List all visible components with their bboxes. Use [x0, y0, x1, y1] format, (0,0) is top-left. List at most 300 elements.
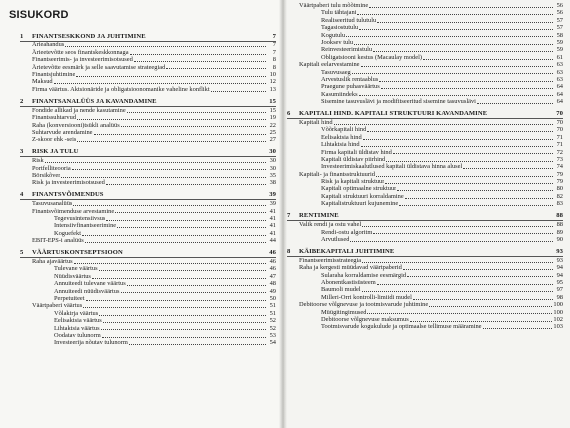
chapter-page-number: 39	[269, 191, 276, 199]
dot-leader	[101, 329, 266, 330]
dot-leader	[127, 285, 266, 286]
entry-label: Arvestuslik rentaablus	[321, 75, 379, 83]
entry-page-number: 73	[556, 155, 563, 163]
entry-label: Fondide allikad ja nende kasutamine	[32, 106, 126, 114]
right-page	[283, 0, 570, 428]
entry-page-number: 10	[269, 71, 276, 79]
toc-section-entry	[287, 171, 563, 178]
entry-page-number: 94	[556, 264, 563, 272]
toc-subsection-entry	[20, 273, 276, 280]
toc-subsection-entry	[287, 17, 563, 24]
toc-chapter-heading	[287, 247, 563, 257]
toc-subsection-entry	[287, 46, 563, 53]
entry-page-number: 30	[269, 164, 276, 172]
entry-page-number: 41	[269, 215, 276, 223]
entry-page-number: 49	[269, 287, 276, 295]
chapter-title: FINANTSANALÜÜS JA KAVANDAMINE	[32, 97, 157, 105]
toc-section-entry	[287, 119, 563, 126]
dot-leader	[381, 88, 553, 89]
entry-label: Praegune puhasväärtus	[321, 83, 380, 91]
entry-label: Rendi-ostu algoritm	[321, 228, 373, 236]
dot-leader	[463, 168, 553, 169]
entry-page-number: 64	[556, 83, 563, 91]
toc-section-entry	[20, 107, 276, 114]
dot-leader	[74, 263, 266, 264]
entry-page-number: 41	[269, 207, 276, 215]
entry-page-number: 15	[269, 106, 276, 114]
toc-subsection-entry	[287, 309, 563, 316]
entry-label: Oodatav tulunorm	[54, 332, 101, 339]
entry-page-number: 41	[269, 229, 276, 237]
entry-label: Kapitalistruktuuri kujunemine	[321, 200, 399, 208]
entry-page-number: 79	[556, 170, 563, 178]
entry-label: Võõrkapitali hind	[321, 126, 367, 134]
dot-leader	[134, 61, 266, 62]
dot-leader	[86, 300, 266, 301]
toc-section-entry	[20, 157, 276, 164]
toc-subsection-entry	[287, 98, 563, 105]
toc-subsection-entry	[287, 134, 563, 141]
dot-leader	[373, 233, 553, 234]
chapter-title: KAPITALI HIND. KAPITALI STRUKTUURI KAVANDAMINE	[299, 109, 488, 117]
chapter-title: FINANTSESKKOND JA JUHTIMINE	[32, 32, 146, 40]
toc-subsection-entry	[287, 32, 563, 39]
entry-page-number: 30	[269, 157, 276, 165]
dot-leader	[61, 177, 266, 178]
entry-label: Firma väärtus. Aktsionäride ja obligatsioonomanike vaheline konflikt	[32, 85, 210, 93]
entry-page-number: 82	[556, 192, 563, 200]
toc-section-entry	[20, 258, 276, 265]
toc-subsection-entry	[287, 24, 563, 31]
entry-label: Tulevane väärtus	[54, 265, 98, 273]
toc-subsection-entry	[20, 339, 276, 346]
toc-section-entry	[20, 86, 276, 93]
dot-leader	[82, 235, 266, 236]
entry-label: Risk ja kapitali struktuur	[321, 178, 385, 186]
chapter-number: 5	[20, 249, 24, 257]
entry-page-number: 57	[556, 16, 563, 24]
entry-page-number: 89	[556, 228, 563, 236]
entry-page-number: 41	[269, 222, 276, 230]
toc-section-entry	[287, 2, 563, 9]
entry-label: Kapitali eelarvestamine	[299, 61, 360, 69]
entry-page-number: 72	[556, 148, 563, 156]
dot-leader	[362, 262, 553, 263]
toc-subsection-entry	[287, 9, 563, 16]
dot-leader	[54, 83, 266, 84]
entry-page-number: 100	[553, 301, 563, 309]
toc-subsection-entry	[287, 323, 563, 330]
toc-subsection-entry	[287, 141, 563, 148]
entry-page-number: 59	[556, 38, 563, 46]
dot-leader	[102, 337, 266, 338]
toc-chapter-heading	[20, 147, 276, 157]
chapter-number: 4	[20, 191, 24, 199]
entry-label: Investeerimiskaalutlused kapitali üldistava hinna alusel	[321, 163, 463, 171]
toc-chapter-heading	[20, 190, 276, 200]
entry-label: Lihtaktsia hind	[321, 141, 360, 149]
toc-subsection-entry	[287, 286, 563, 293]
toc-subsection-entry	[287, 229, 563, 236]
dot-leader	[106, 220, 266, 221]
toc-subsection-entry	[20, 317, 276, 324]
toc-subsection-entry	[287, 83, 563, 90]
entry-label: Raha ja kergesti müüdavad väärtpaberid	[299, 264, 402, 272]
dot-leader	[359, 95, 553, 96]
entry-page-number: 7	[272, 48, 276, 56]
entry-label: Tootmisvarude kogukulude ja optimaalse tellimuse määramine	[321, 323, 482, 331]
entry-label: Börsikõver	[32, 171, 61, 179]
entry-page-number: 58	[556, 31, 563, 39]
dot-leader	[405, 198, 553, 199]
entry-label: Raha (konversiooni)tsükli analüüs	[32, 121, 120, 129]
dot-leader	[373, 51, 553, 52]
toc-section-entry	[20, 49, 276, 56]
toc-section-entry	[20, 302, 276, 309]
dot-leader	[65, 46, 266, 47]
entry-page-number: 47	[269, 272, 276, 280]
entry-page-number: 44	[269, 237, 276, 245]
entry-page-number: 57	[556, 24, 563, 32]
entry-label: Finantsjuhtimine	[32, 71, 76, 79]
entry-page-number: 64	[556, 98, 563, 106]
entry-page-number: 59	[556, 46, 563, 54]
left-page	[0, 0, 283, 428]
entry-page-number: 64	[556, 90, 563, 98]
toc-subsection-entry	[20, 295, 276, 302]
entry-label: Z-skoor ehk -seis	[32, 136, 77, 144]
toc-section-entry	[20, 78, 276, 85]
entry-page-number: 35	[269, 171, 276, 179]
entry-label: Kapitali optimaalne struktuur	[321, 185, 397, 193]
dot-leader	[352, 73, 553, 74]
entry-page-number: 63	[556, 61, 563, 69]
entry-page-number: 8	[272, 63, 276, 71]
toc-subsection-entry	[20, 310, 276, 317]
toc-subsection-entry	[20, 288, 276, 295]
chapter-title: FINANTSVÕIMENDUS	[32, 191, 104, 199]
dot-leader	[367, 313, 552, 314]
entry-label: Kapitali- ja finantsstruktuurid	[299, 170, 375, 178]
chapter-title: RENTIMINE	[299, 212, 339, 220]
entry-page-number: 102	[553, 315, 563, 323]
toc-section-entry	[20, 179, 276, 186]
dot-leader	[397, 190, 553, 191]
entry-label: Jooksev tulu	[321, 38, 354, 46]
entry-page-number: 25	[269, 128, 276, 136]
entry-label: Portfelliteooria	[32, 164, 71, 172]
toc-subsection-entry	[287, 76, 563, 83]
entry-label: Väärtpaberi väärtus	[32, 302, 83, 310]
entry-label: Maksud	[32, 78, 53, 86]
toc-subsection-entry	[287, 193, 563, 200]
dot-leader	[129, 344, 266, 345]
toc-section-entry	[20, 208, 276, 215]
dot-leader	[429, 306, 552, 307]
toc-subsection-entry	[287, 279, 563, 286]
dot-leader	[334, 124, 553, 125]
dot-leader	[115, 212, 266, 213]
entry-page-number: 100	[553, 308, 563, 316]
dot-leader	[94, 134, 266, 135]
entry-label: Tegevusintensiivsus	[54, 215, 106, 223]
chapter-page-number: 46	[269, 249, 276, 257]
chapter-number: 1	[20, 32, 24, 40]
toc-subsection-entry	[287, 236, 563, 243]
entry-page-number: 51	[269, 309, 276, 317]
entry-label: Baumoli mudel	[321, 286, 361, 294]
dot-leader	[121, 126, 266, 127]
entry-page-number: 50	[269, 295, 276, 303]
entry-label: Müügitingimused	[321, 308, 367, 316]
entry-label: Kapitali üldistav piirhind	[321, 155, 386, 163]
toc-chapter-heading	[287, 109, 563, 119]
entry-page-number: 90	[556, 235, 563, 243]
dot-leader	[354, 44, 553, 45]
entry-page-number: 27	[269, 136, 276, 144]
entry-page-number: 103	[553, 323, 563, 331]
entry-page-number: 97	[556, 286, 563, 294]
dot-leader	[477, 103, 553, 104]
toc-chapter-heading	[20, 248, 276, 258]
chapter-number: 2	[20, 97, 24, 105]
dot-leader	[83, 307, 266, 308]
entry-page-number: 98	[556, 293, 563, 301]
entry-page-number: 56	[556, 9, 563, 17]
chapter-number: 3	[20, 148, 24, 156]
toc-subsection-entry	[20, 332, 276, 339]
entry-label: Ärietevõtte eesmärk ja selle saavutamise strateegiad	[32, 63, 166, 71]
toc-subsection-entry	[20, 325, 276, 332]
toc-subsection-entry	[20, 230, 276, 237]
chapter-number: 6	[287, 109, 291, 117]
entry-label: Risk ja investeerimisotsused	[32, 179, 105, 187]
dot-leader	[72, 169, 266, 170]
left-toc	[20, 28, 276, 347]
toc-section-entry	[20, 172, 276, 179]
entry-page-number: 52	[269, 324, 276, 332]
entry-page-number: 83	[556, 200, 563, 208]
entry-label: Tagasiostutulu	[321, 24, 359, 32]
entry-page-number: 53	[269, 332, 276, 339]
entry-label: Nüüdisväärtus	[54, 272, 91, 280]
entry-label: Abonentkastisüsteem	[321, 279, 376, 286]
toc-subsection-entry	[287, 149, 563, 156]
toc-section-entry	[20, 129, 276, 136]
toc-section-entry	[20, 64, 276, 71]
dot-leader	[77, 141, 266, 142]
toc-section-entry	[20, 200, 276, 207]
toc-section-entry	[20, 114, 276, 121]
entry-page-number: 46	[269, 258, 276, 266]
entry-label: Perpetuiteet	[54, 295, 85, 303]
toc-subsection-entry	[287, 39, 563, 46]
chapter-page-number: 30	[269, 148, 276, 156]
entry-page-number: 22	[269, 121, 276, 129]
toc-subsection-entry	[287, 69, 563, 76]
entry-label: Eelisaktsia väärtus	[54, 317, 102, 325]
dot-leader	[103, 322, 266, 323]
entry-label: Valik rendi ja ostu vahel	[299, 221, 362, 229]
dot-leader	[403, 269, 553, 270]
entry-label: Sisemine tasuvuslävi ja modifitseeritud sisemine tasuvuslävi	[321, 98, 476, 106]
dot-leader	[407, 276, 553, 277]
entry-label: Investeerija nõutav tulunorm	[54, 339, 128, 347]
entry-page-number: 38	[269, 179, 276, 187]
entry-label: Risk	[32, 157, 44, 165]
toc-subsection-entry	[287, 163, 563, 170]
entry-label: Lihtaktsia väärtus	[54, 324, 100, 332]
dot-leader	[376, 176, 553, 177]
entry-page-number: 19	[269, 114, 276, 122]
dot-leader	[377, 22, 553, 23]
book-gutter	[279, 0, 287, 428]
toc-subsection-entry	[287, 316, 563, 323]
dot-leader	[121, 292, 267, 293]
toc-title: SISUKORD	[9, 9, 69, 21]
entry-page-number: 61	[556, 53, 563, 61]
entry-label: Raha ajaväärtus	[32, 258, 73, 266]
entry-label: Koguefekt	[54, 229, 81, 237]
entry-page-number: 88	[556, 221, 563, 229]
entry-label: Arvutlused	[321, 235, 350, 243]
entry-page-number: 63	[556, 75, 563, 83]
entry-label: Tasuvusanalüüs	[32, 200, 73, 208]
toc-section-entry	[20, 42, 276, 49]
toc-section-entry	[287, 221, 563, 228]
entry-label: Võlakirja väärtus	[54, 309, 99, 317]
entry-page-number: 79	[556, 178, 563, 186]
dot-leader	[386, 161, 553, 162]
dot-leader	[369, 7, 553, 8]
entry-page-number: 52	[269, 317, 276, 325]
entry-page-number: 80	[556, 185, 563, 193]
right-toc	[287, 2, 563, 331]
dot-leader	[76, 76, 266, 77]
toc-section-entry	[287, 301, 563, 308]
dot-leader	[45, 162, 266, 163]
dot-leader	[77, 119, 266, 120]
entry-label: Debitoorse võlgnevuse ja tootmisvarude juhtimine	[299, 301, 429, 309]
entry-label: Realiseeritud tulutulu	[321, 16, 377, 24]
toc-subsection-entry	[287, 156, 563, 163]
entry-page-number: 51	[269, 302, 276, 310]
entry-label: Firma kapitali üldistav hind	[321, 148, 392, 156]
dot-leader	[367, 131, 553, 132]
toc-subsection-entry	[287, 200, 563, 207]
entry-label: Suhtarvude arendamine	[32, 128, 93, 136]
dot-leader	[350, 241, 553, 242]
toc-subsection-entry	[287, 185, 563, 192]
entry-label: Ärieetevõtte seos finantskeskkonnaga	[32, 48, 129, 56]
entry-label: Reinvesteerimistulu	[321, 46, 373, 54]
dot-leader	[166, 68, 266, 69]
chapter-number: 7	[287, 212, 291, 220]
toc-subsection-entry	[287, 54, 563, 61]
entry-page-number: 39	[269, 200, 276, 208]
toc-subsection-entry	[20, 215, 276, 222]
dot-leader	[385, 183, 553, 184]
entry-page-number: 13	[269, 85, 276, 93]
entry-label: Väärtpaberi tulu mõõtmine	[299, 2, 369, 9]
entry-label: Kapitali hind	[299, 118, 333, 126]
entry-label: Finantsvõimenduse arvestamine	[32, 207, 115, 215]
dot-leader	[85, 242, 266, 243]
dot-leader	[127, 112, 266, 113]
entry-label: Finantssuhtarvud	[32, 114, 77, 122]
dot-leader	[410, 321, 553, 322]
dot-leader	[362, 291, 553, 292]
entry-page-number: 95	[556, 279, 563, 286]
chapter-page-number: 70	[556, 109, 563, 117]
entry-page-number: 70	[556, 118, 563, 126]
entry-label: Kasumiindeks	[321, 90, 358, 98]
dot-leader	[362, 226, 553, 227]
entry-label: EBIT-EPS-i analüüs	[32, 237, 84, 245]
dot-leader	[361, 146, 553, 147]
entry-page-number: 70	[556, 126, 563, 134]
entry-page-number: 71	[556, 133, 563, 141]
entry-label: Kapitali struktuuri korraldamine	[321, 192, 404, 200]
dot-leader	[106, 184, 266, 185]
toc-section-entry	[20, 56, 276, 63]
entry-label: Annuiteedi tulevane väärtus	[54, 280, 126, 288]
dot-leader	[99, 315, 266, 316]
entry-label: Finantseerimisstrateegia	[299, 256, 362, 264]
toc-subsection-entry	[20, 222, 276, 229]
entry-label: Annuiteedi nüüdisväärtus	[54, 287, 120, 295]
chapter-title: VÄÄRTUSKONTSEPTSIOON	[32, 249, 123, 257]
dot-leader	[393, 153, 553, 154]
entry-label: Tasuvusaeg	[321, 68, 351, 76]
toc-subsection-entry	[20, 265, 276, 272]
entry-page-number: 56	[556, 2, 563, 9]
toc-section-entry	[20, 237, 276, 244]
dot-leader	[399, 205, 553, 206]
chapter-page-number: 15	[269, 97, 276, 105]
entry-page-number: 46	[269, 265, 276, 273]
entry-page-number: 94	[556, 271, 563, 279]
chapter-title: RISK JA TULU	[32, 148, 79, 156]
entry-page-number: 8	[272, 56, 276, 64]
dot-leader	[117, 227, 266, 228]
toc-section-entry	[20, 136, 276, 143]
dot-leader	[92, 278, 266, 279]
dot-leader	[483, 328, 553, 329]
dot-leader	[211, 91, 266, 92]
toc-section-entry	[287, 257, 563, 264]
entry-label: Finantseerimis- ja investeerimisotsused	[32, 56, 133, 64]
entry-label: Sularaha korraldamise eesmärgid	[321, 271, 407, 279]
dot-leader	[73, 205, 266, 206]
toc-subsection-entry	[287, 91, 563, 98]
chapter-page-number: 93	[556, 247, 563, 255]
dot-leader	[363, 139, 553, 140]
toc-subsection-entry	[287, 126, 563, 133]
dot-leader	[379, 81, 553, 82]
dot-leader	[359, 29, 553, 30]
chapter-title: KÄIBEKAPITALI JUHTIMINE	[299, 247, 395, 255]
chapter-number: 8	[287, 247, 291, 255]
entry-page-number: 71	[556, 141, 563, 149]
toc-subsection-entry	[287, 294, 563, 301]
toc-section-entry	[287, 61, 563, 68]
entry-label: Debitoorse võlgnevuse maksumus	[321, 315, 409, 323]
dot-leader	[346, 36, 553, 37]
dot-leader	[130, 54, 266, 55]
entry-label: Ärieahandus	[32, 41, 65, 49]
dot-leader	[361, 66, 553, 67]
